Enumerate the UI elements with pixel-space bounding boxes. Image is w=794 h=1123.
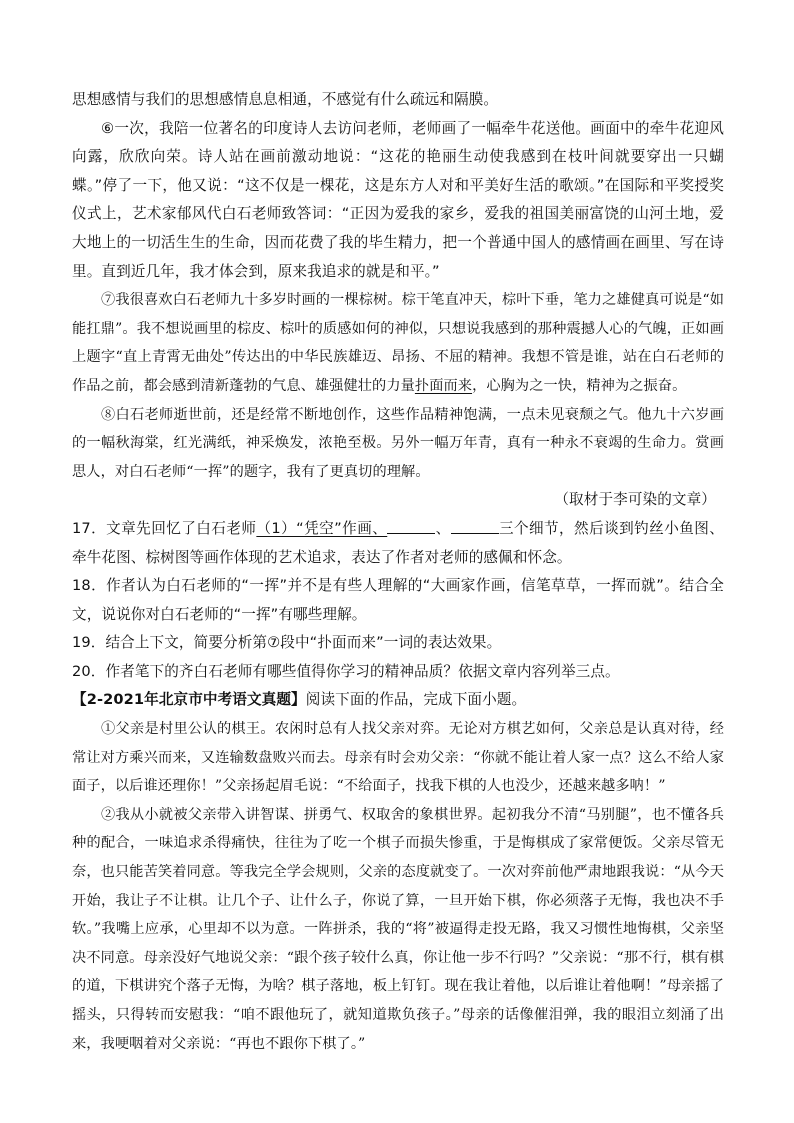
question-17-answer-1: （1）“凭空”作画、	[256, 519, 388, 537]
underlined-phrase: 扑面而来	[414, 377, 473, 394]
document-page	[72, 86, 724, 1058]
paragraph-8: ⑧白石老师逝世前，还是经常不断地创作，这些作品精神饱满，一点未见衰颓之气。他九十六岁画的一幅秋海棠，红光满纸，神采焕发，浓艳至极。另外一幅万年青，真有一种永不衰竭的生命力。赏画思人，对白石老师“一挥”的题字，我有了更真切的理解。	[72, 406, 724, 480]
paragraph-7-text-after: ，心胸为之一快，精神为之振奋。	[472, 377, 687, 394]
source-attribution: （取材于李可染的文章）	[554, 491, 716, 509]
section-2-header	[72, 686, 724, 715]
question-17-lead: 17．文章先回忆了白石老师	[72, 519, 257, 537]
question-19: 19．结合上下文，简要分析第⑦段中“扑面而来”一词的表达效果。	[72, 634, 502, 652]
question-17-separator: 、	[435, 519, 451, 537]
question-20: 20．作者笔下的齐白石老师有哪些值得你学习的精神品质？依据文章内容列举三点。	[72, 662, 620, 680]
section-2-paragraph-2: ②我从小就被父亲带入讲智谋、拼勇气、权取舍的象棋世界。起初我分不清“马别腿”，也不懂各兵种的配合，一味追求杀得痛快，往往为了吃一个棋子而损失惨重，于是悔棋成了家常便饭。父亲尽管无奈，也只能苦笑着同意。等我完全学会规则，父亲的态度就变了。一次对弈前他严肃地跟我说：“从今天开始，我让子不让棋。让几个子、让什么子，你说了算，一旦开始下棋，你必须落子无悔，我也决不手软。”我嘴上应承，心里却不以为意。一阵拼杀，我的“将”被逼得走投无路，我又习惯性地悔棋，父亲坚决不同意。母亲没好气地说父亲：“跟个孩子较什么真，你让他一步不行吗？”父亲说：“那不行，棋有棋的道，下棋讲究个落子无悔，为啥？棋子落地，板上钉钉。现在我让着他，以后谁让着他啊！”母亲摇了摇头，只得转而安慰我：“咱不跟他玩了，就知道欺负孩子。”母亲的话像催泪弹，我的眼泪立刻涌了出来，我哽咽着对父亲说：“再也不跟你下棋了。”	[72, 806, 724, 1052]
paragraph-continuation: 思想感情与我们的思想感情息息相通，不感觉有什么疏远和隔膜。	[72, 91, 499, 108]
question-17	[72, 515, 724, 572]
answer-blank-2[interactable]	[387, 519, 435, 534]
paragraph-7-text-before: ⑦我很喜欢白石老师九十多岁时画的一棵棕树。棕干笔直冲天，棕叶下垂，笔力之雄健真可说是“如能扛鼎”。我不想说画里的棕皮、棕叶的质感如何的神似，只想说我感到的那种震撼人心的气魄，正如画上题字“直上青霄无曲处”传达出的中华民族雄迈、昂扬、不屈的精神。我想不管是谁，站在白石老师的作品之前，都会感到清新蓬勃的气息、雄强健壮的力量	[72, 292, 724, 394]
question-17-rest: 三个细节，然后谈到钓丝小鱼图、牵牛花图、棕树图等画作体现的艺术追求，表达了作者对老师的感佩和怀念。	[72, 519, 724, 566]
answer-blank-3[interactable]	[451, 519, 499, 534]
section-2-paragraph-1: ①父亲是村里公认的棋王。农闲时总有人找父亲对弈。无论对方棋艺如何，父亲总是认真对待，经常让对方乘兴而来，又连输数盘败兴而去。母亲有时会劝父亲：“你就不能让着人家一点？这么不给人家面子，以后谁还理你！”父亲扬起眉毛说：“不给面子，找我下棋的人也没少，还越来越多呐！”	[72, 721, 724, 795]
question-18: 18．作者认为白石老师的“一挥”并不是有些人理解的“大画家作画，信笔草草，一挥而就”。结合全文，说说你对白石老师的“一挥”有哪些理解。	[72, 577, 724, 623]
paragraph-6: ⑥一次，我陪一位著名的印度诗人去访问老师，老师画了一幅牵牛花送他。画面中的牵牛花迎风向露，欣欣向荣。诗人站在画前激动地说：“这花的艳丽生动使我感到在枝叶间就要穿出一只蝴蝶。”停了一下，他又说：“这不仅是一棵花，这是东方人对和平美好生活的歌颂。”在国际和平奖授奖仪式上，艺术家郁风代白石老师致答词：“正因为爱我的家乡，爱我的祖国美丽富饶的山河土地，爱大地上的一切活生生的生命，因而花费了我的毕生精力，把一个普通中国人的感情画在画里、写在诗里。直到近几年，我才体会到，原来我追求的就是和平。”	[72, 119, 724, 280]
paragraph-7	[72, 286, 724, 400]
section-2-instruction: 阅读下面的作品，完成下面小题。	[305, 691, 527, 709]
section-2-source-tag: 【2-2021年北京市中考语文真题】	[72, 691, 306, 709]
